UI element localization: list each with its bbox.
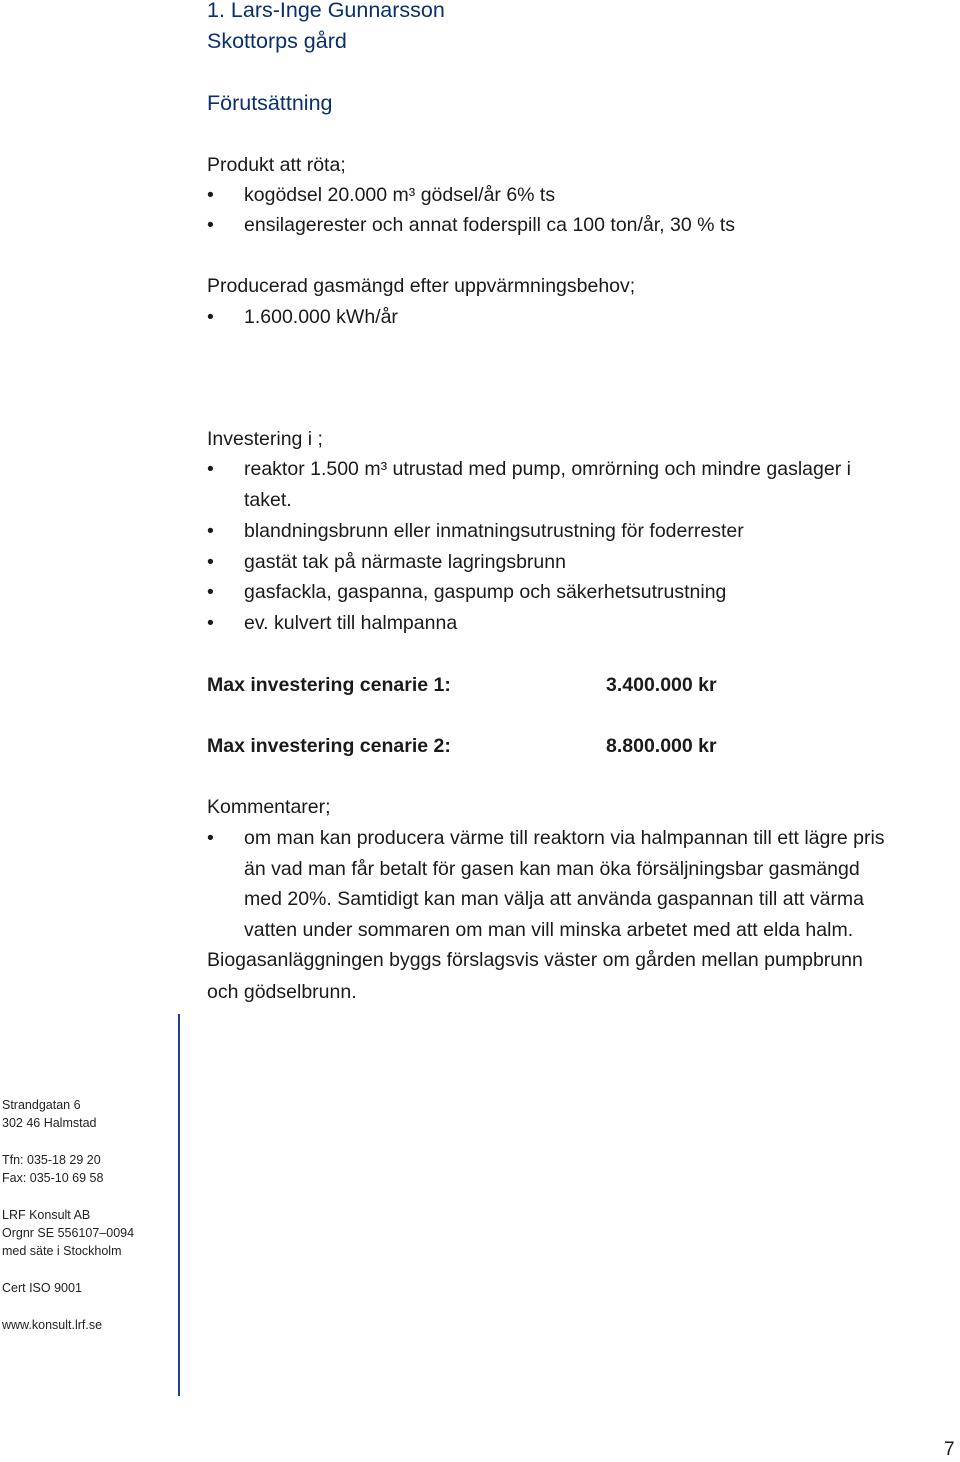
gas-label: Producerad gasmängd efter uppvärmningsbehov;: [207, 275, 636, 297]
bullet-icon: •: [207, 581, 214, 603]
paragraph-line: Biogasanläggningen byggs förslagsvis väster om gården mellan pumpbrunn: [207, 949, 863, 971]
footer-fax: Fax: 035-10 69 58: [2, 1171, 104, 1186]
bullet-icon: •: [207, 214, 214, 236]
list-item-continuation: taket.: [244, 489, 292, 511]
bullet-icon: •: [207, 184, 214, 206]
paragraph-line: och gödselbrunn.: [207, 981, 357, 1003]
footer-contact: [2, 1096, 134, 1334]
footer-seat: med säte i Stockholm: [2, 1244, 122, 1259]
heading-name: 1. Lars-Inge Gunnarsson: [207, 0, 445, 22]
footer-cert: Cert ISO 9001: [2, 1280, 82, 1295]
list-item-continuation: med 20%. Samtidigt kan man välja att använda gaspannan till att värma: [244, 888, 865, 910]
max-investment-1-value: 3.400.000 kr: [606, 674, 717, 696]
list-item-continuation: vatten under sommaren om man vill minska arbetet med att elda halm.: [244, 919, 854, 941]
footer-divider: [178, 1014, 180, 1396]
max-investment-1-label: Max investering cenarie 1:: [207, 674, 451, 696]
footer-address-street: Strandgatan 6: [2, 1098, 81, 1112]
bullet-icon: •: [207, 458, 214, 480]
max-investment-2-label: Max investering cenarie 2:: [207, 735, 451, 757]
footer-website-link[interactable]: www.konsult.lrf.se: [2, 1317, 103, 1332]
bullet-icon: •: [207, 827, 214, 849]
page-number: 7: [944, 1439, 955, 1460]
heading-farm: Skottorps gård: [207, 29, 347, 53]
max-investment-2-value: 8.800.000 kr: [606, 735, 717, 757]
produkt-label: Produkt att röta;: [207, 154, 346, 176]
footer-orgnr: Orgnr SE 556107–0094: [2, 1226, 135, 1241]
footer-phone: Tfn: 035-18 29 20: [2, 1152, 101, 1167]
bullet-icon: •: [207, 612, 214, 634]
footer-company: LRF Konsult AB: [2, 1207, 91, 1222]
bullet-icon: •: [207, 520, 214, 542]
list-item-continuation: än vad man får betalt för gasen kan man öka försäljningsbar gasmängd: [244, 858, 860, 880]
investering-label: Investering i ;: [207, 428, 323, 450]
bullet-icon: •: [207, 306, 214, 328]
bullet-icon: •: [207, 551, 214, 573]
section-title-forutsattning: Förutsättning: [207, 91, 333, 115]
kommentarer-label: Kommentarer;: [207, 796, 331, 818]
footer-address-city: 302 46 Halmstad: [2, 1116, 97, 1131]
